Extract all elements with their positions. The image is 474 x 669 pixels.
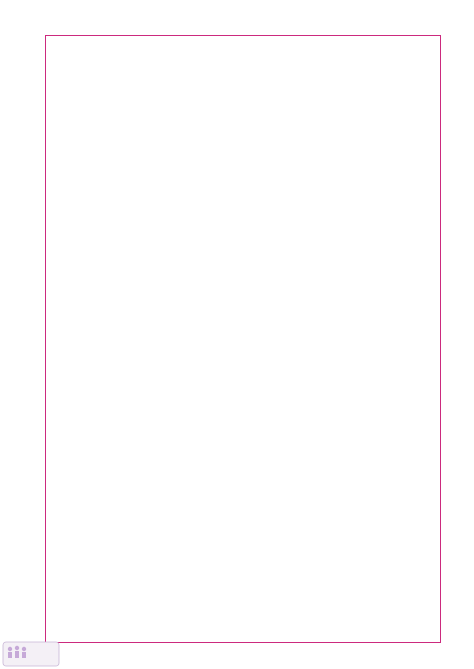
header-esempio — [272, 20, 440, 36]
aiutodislessia-logo — [2, 640, 60, 667]
column-headers — [46, 20, 440, 36]
header-complemento — [156, 20, 272, 36]
complementi-table — [45, 35, 441, 643]
header-domanda — [46, 20, 156, 36]
